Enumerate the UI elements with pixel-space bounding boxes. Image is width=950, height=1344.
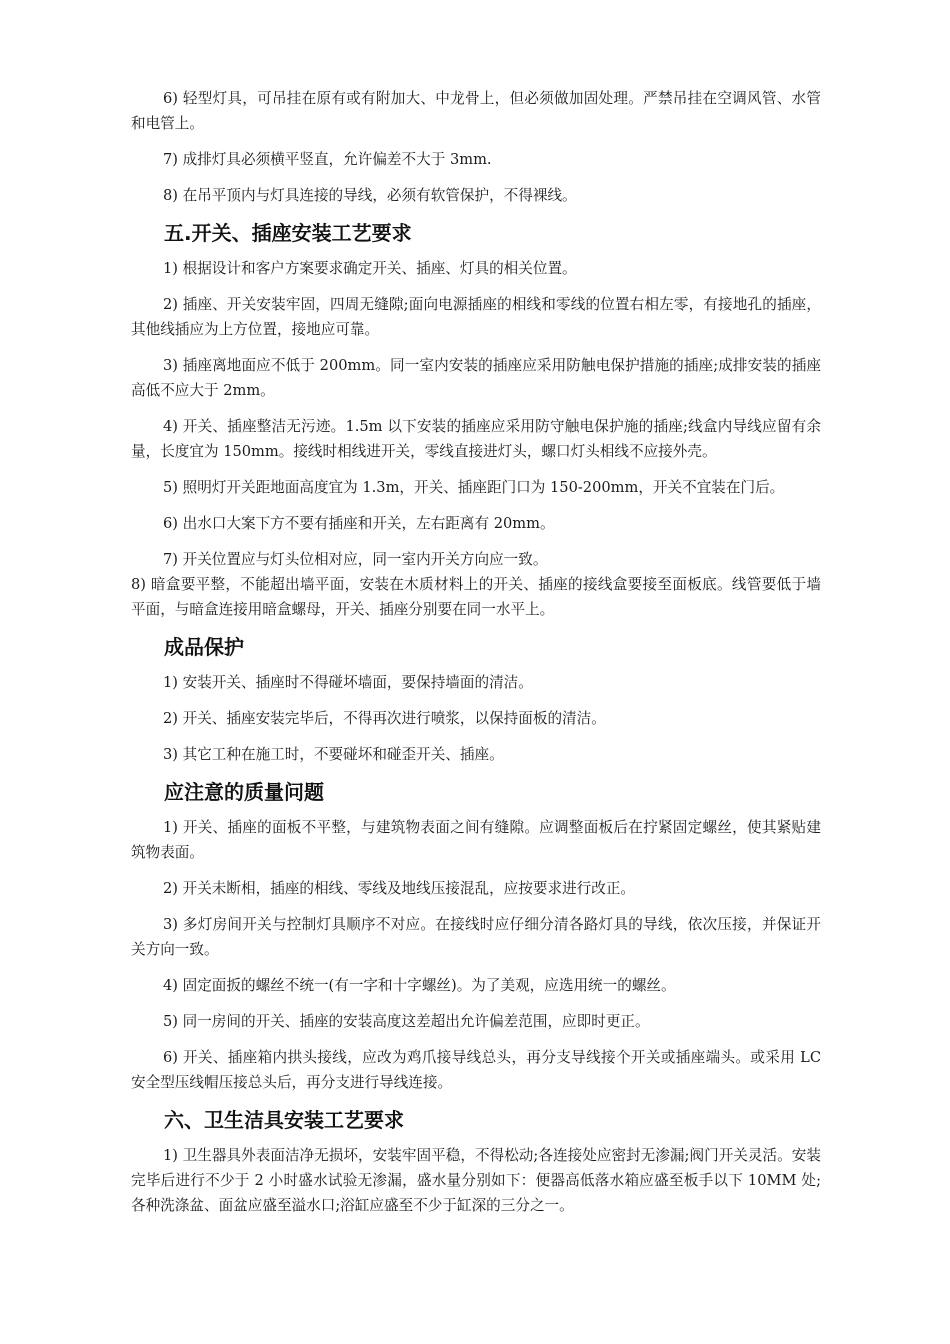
paragraph-switch-3: 3) 插座离地面应不低于 200mm。同一室内安装的插座应采用防触电保护措施的插座;成排安装的插座高低不应大于 2mm。 [131,357,821,399]
paragraph-switch-4: 4) 开关、插座整洁无污迹。1.5m 以下安装的插座应采用防守触电保护施的插座;线盒内导线应留有余量，长度宜为 150mm。接线时相线进开关，零线直接进灯头，螺口灯头相线不应接外壳。 [131,418,821,460]
document-body [131,86,821,1218]
paragraph-quality-6: 6) 开关、插座箱内拱头接线，应改为鸡爪接导线总头，再分支导线接个开关或插座端头。或采用 LC 安全型压线帽压接总头后，再分支进行导线连接。 [131,1049,821,1091]
paragraph-switch-2: 2) 插座、开关安装牢固，四周无缝隙;面向电源插座的相线和零线的位置右相左零，有接地孔的插座，其他线插应为上方位置，接地应可靠。 [131,296,821,338]
heading-quality: 应注意的质量问题 [164,780,324,804]
heading-sanitary: 六、卫生洁具安装工艺要求 [164,1108,404,1132]
paragraph-sanitary-1: 1) 卫生器具外表面洁净无损坏，安装牢固平稳，不得松动;各连接处应密封无渗漏;阀门开关灵活。安装完毕后进行不少于 2 小时盛水试验无渗漏，盛水量分别如下：便器高低落水箱应盛至板手以下 10MM 处;各种洗涤盆、面盆应盛至溢水口;浴缸应盛至不少于缸深的三分之一。 [131,1147,821,1214]
paragraph-switch-6: 6) 出水口大案下方不要有插座和开关，左右距离有 20mm。 [163,515,555,532]
heading-switch-socket: 五.开关、插座安装工艺要求 [164,221,412,245]
paragraph-lamp-6: 6) 轻型灯具，可吊挂在原有或有附加大、中龙骨上，但必须做加固处理。严禁吊挂在空调风管、水管和电管上。 [131,90,821,132]
paragraph-switch-5: 5) 照明灯开关距地面高度宜为 1.3m，开关、插座距门口为 150-200mm，开关不宜装在门后。 [163,479,785,496]
paragraph-quality-4: 4) 固定面扳的螺丝不统一(有一字和十字螺丝)。为了美观，应选用统一的螺丝。 [163,977,676,994]
paragraph-switch-1: 1) 根据设计和客户方案要求确定开关、插座、灯具的相关位置。 [163,260,577,277]
paragraph-lamp-8: 8) 在吊平顶内与灯具连接的导线，必须有软管保护，不得裸线。 [163,187,577,204]
paragraph-quality-1: 1) 开关、插座的面板不平整，与建筑物表面之间有缝隙。应调整面板后在拧紧固定螺丝，使其紧贴建筑物表面。 [131,819,821,861]
heading-protection: 成品保护 [164,635,244,659]
paragraph-switch-7: 7) 开关位置应与灯头位相对应，同一室内开关方向应一致。 [163,551,548,568]
paragraph-protection-3: 3) 其它工种在施工时，不要碰坏和碰歪开关、插座。 [163,746,504,763]
paragraph-switch-8: 8) 暗盒要平整，不能超出墙平面，安装在木质材料上的开关、插座的接线盒要接至面板底。线管要低于墙平面，与暗盒连接用暗盒螺母，开关、插座分别要在同一水平上。 [131,576,821,618]
paragraph-protection-2: 2) 开关、插座安装完毕后，不得再次进行喷浆，以保持面板的清洁。 [163,710,606,727]
paragraph-lamp-7: 7) 成排灯具必须横平竖直，允许偏差不大于 3mm. [163,151,492,168]
paragraph-quality-5: 5) 同一房间的开关、插座的安装高度这差超出允许偏差范围，应即时更正。 [163,1013,650,1030]
paragraph-quality-2: 2) 开关未断相，插座的相线、零线及地线压接混乱，应按要求进行改正。 [163,880,636,897]
paragraph-quality-3: 3) 多灯房间开关与控制灯具顺序不对应。在接线时应仔细分清各路灯具的导线，依次压接，并保证开关方向一致。 [131,916,821,958]
paragraph-protection-1: 1) 安装开关、插座时不得碰坏墙面，要保持墙面的清洁。 [163,674,533,691]
